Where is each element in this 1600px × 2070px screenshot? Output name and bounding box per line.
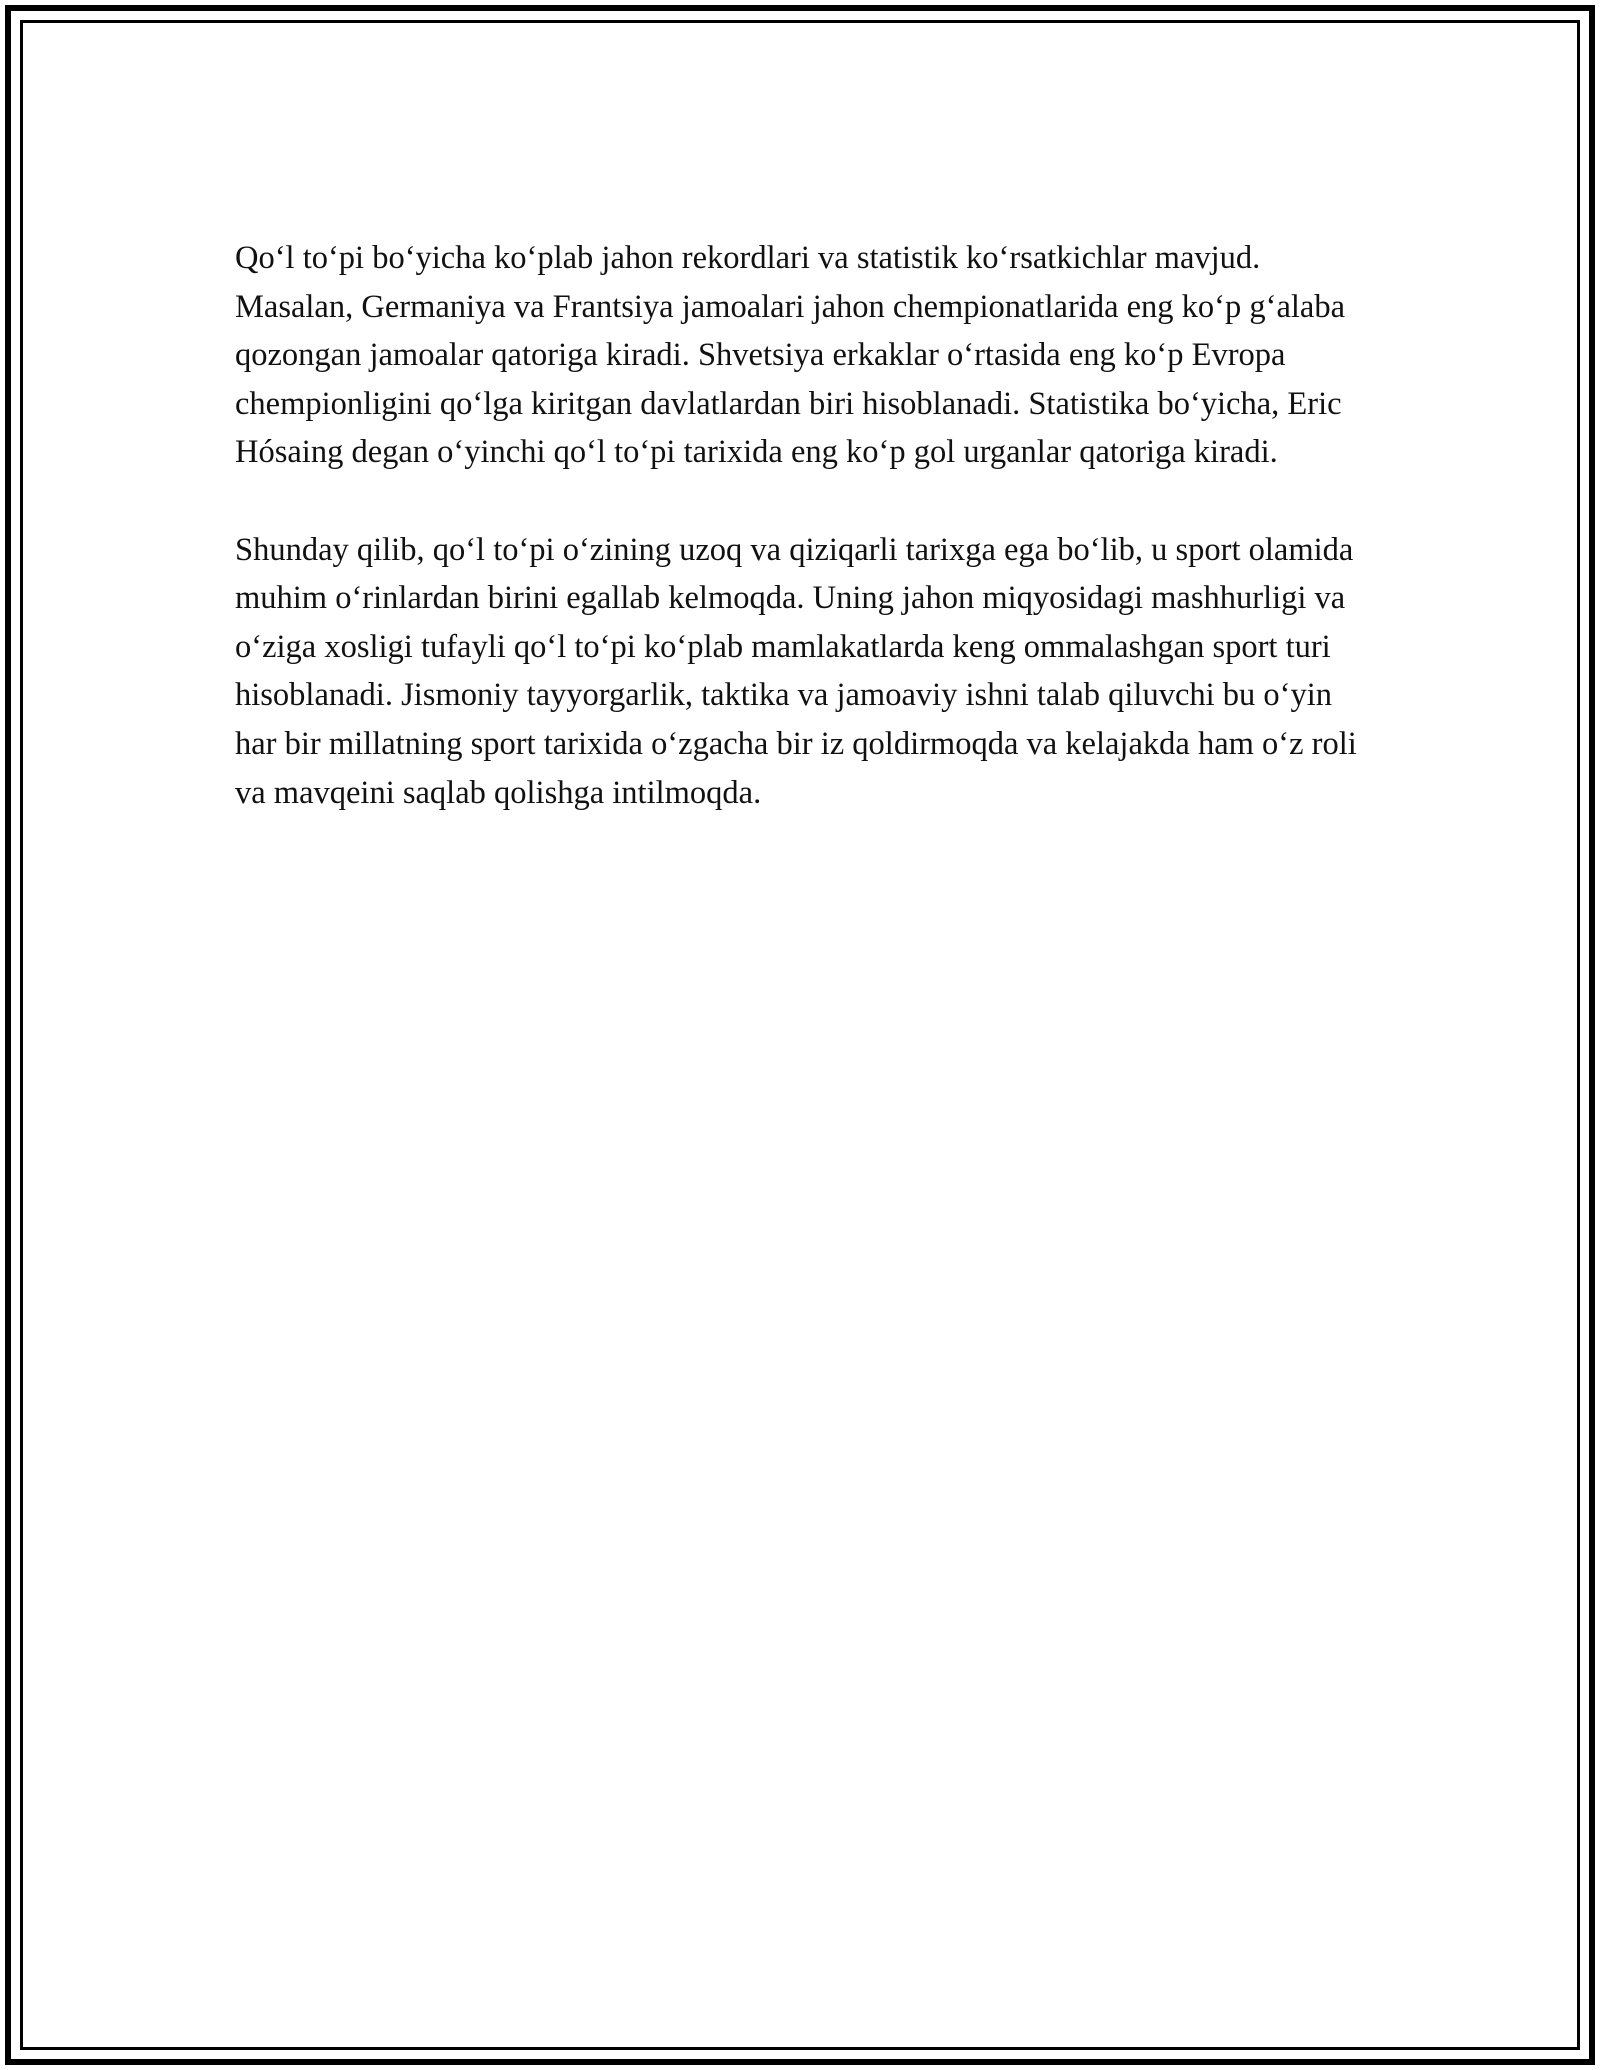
document-body — [235, 234, 1365, 866]
paragraph-conclusion: Shunday qilib, qoʻl toʻpi oʻzining uzoq va qiziqarli tarixga ega boʻlib, u sport olamida muhim oʻrinlardan birini egallab kelmoqda. Uning jahon miqyosidagi mashhurligi va oʻziga xosligi tufayli qoʻl toʻpi koʻplab mamlakatlarda keng ommalashgan sport turi hisoblanadi. Jismoniy tayyorgarlik, taktika va jamoaviy ishni talab qiluvchi bu oʻyin har bir millatning sport tarixida oʻzgacha bir iz qoldirmoqda va kelajakda ham oʻz roli va mavqeini saqlab qolishga intilmoqda. — [235, 531, 1357, 811]
paragraph-records: Qoʻl toʻpi boʻyicha koʻplab jahon rekordlari va statistik koʻrsatkichlar mavjud. Masalan, Germaniya va Frantsiya jamoalari jahon chempionatlarida eng koʻp gʻalaba qozongan jamoalar qatoriga kiradi. Shvetsiya erkaklar oʻrtasida eng koʻp Evropa chempionligini qoʻlga kiritgan davlatlardan biri hisoblanadi. Statistika boʻyicha, Eric Hósaing degan oʻyinchi qoʻl toʻpi tarixida eng koʻp gol urganlar qatoriga kiradi. — [235, 240, 1345, 471]
